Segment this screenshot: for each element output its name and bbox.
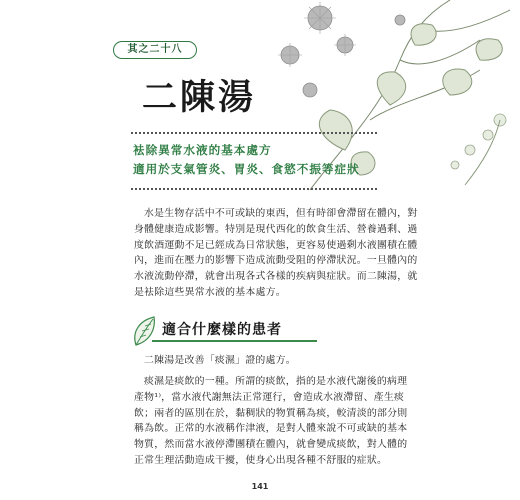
text-line: 物質，然而當水液停滯團積在體內，就會變成痰飲，對人體的 bbox=[134, 439, 408, 451]
text-line: 身體健康造成影響。特別是現代西化的飲食生活、營養過剩、過 bbox=[134, 223, 418, 235]
section-heading: 適合什麼樣的患者 bbox=[162, 322, 282, 338]
subtitle-line-1: 袪除異常水液的基本處方 bbox=[133, 143, 272, 157]
text-line: 稱為飲。正常的水液稱作津液，是對人體來說不可或缺的基本 bbox=[134, 423, 408, 435]
page-title: 二陳湯 bbox=[142, 77, 257, 118]
body-paragraph-3 bbox=[134, 374, 408, 469]
text-line: 正常生理活動造成干擾，使身心出現各種不舒服的症狀。 bbox=[134, 454, 388, 466]
chapter-tag: 其之二十八 bbox=[113, 41, 197, 59]
dotted-divider-top bbox=[131, 132, 377, 134]
text-line: 飲；兩者的區別在於，黏稠狀的物質稱為痰，較清淡的部分則 bbox=[134, 407, 408, 419]
body-paragraph-2 bbox=[134, 353, 383, 369]
text-line: 是袪除這些異常水液的基本處方。 bbox=[134, 286, 286, 298]
text-line: 水液流動停滯，就會出現各式各樣的疾病與症狀。而二陳湯，就 bbox=[134, 271, 418, 283]
text-line: 水是生物存活中不可或缺的東西，但有時卻會滯留在體內，對 bbox=[144, 208, 418, 219]
text-line: 度飲酒運動不足已經成為日常狀態，更容易使過剩水液團積在體 bbox=[134, 239, 418, 251]
intro-paragraph bbox=[134, 206, 418, 301]
dotted-divider-bottom bbox=[131, 188, 377, 190]
text-line: 內，進而在壓力的影響下造成流動受阻的停滯狀況。一旦體內的 bbox=[134, 255, 418, 267]
text-line: 痰濕是痰飲的一種。所謂的痰飲，指的是水液代謝後的病理 bbox=[144, 376, 408, 387]
subtitle-line-2: 適用於支氣管炎、胃炎、食慾不振等症狀 bbox=[133, 162, 360, 176]
text-line: 產物¹⁾，當水液代謝無法正常運行，會造成水液滯留、產生痰 bbox=[134, 391, 405, 403]
text-line: 二陳湯是改善「痰濕」證的處方。 bbox=[144, 355, 296, 366]
page-number: 141 bbox=[251, 482, 269, 491]
leaf-icon bbox=[130, 315, 160, 349]
section-underline bbox=[152, 340, 317, 342]
